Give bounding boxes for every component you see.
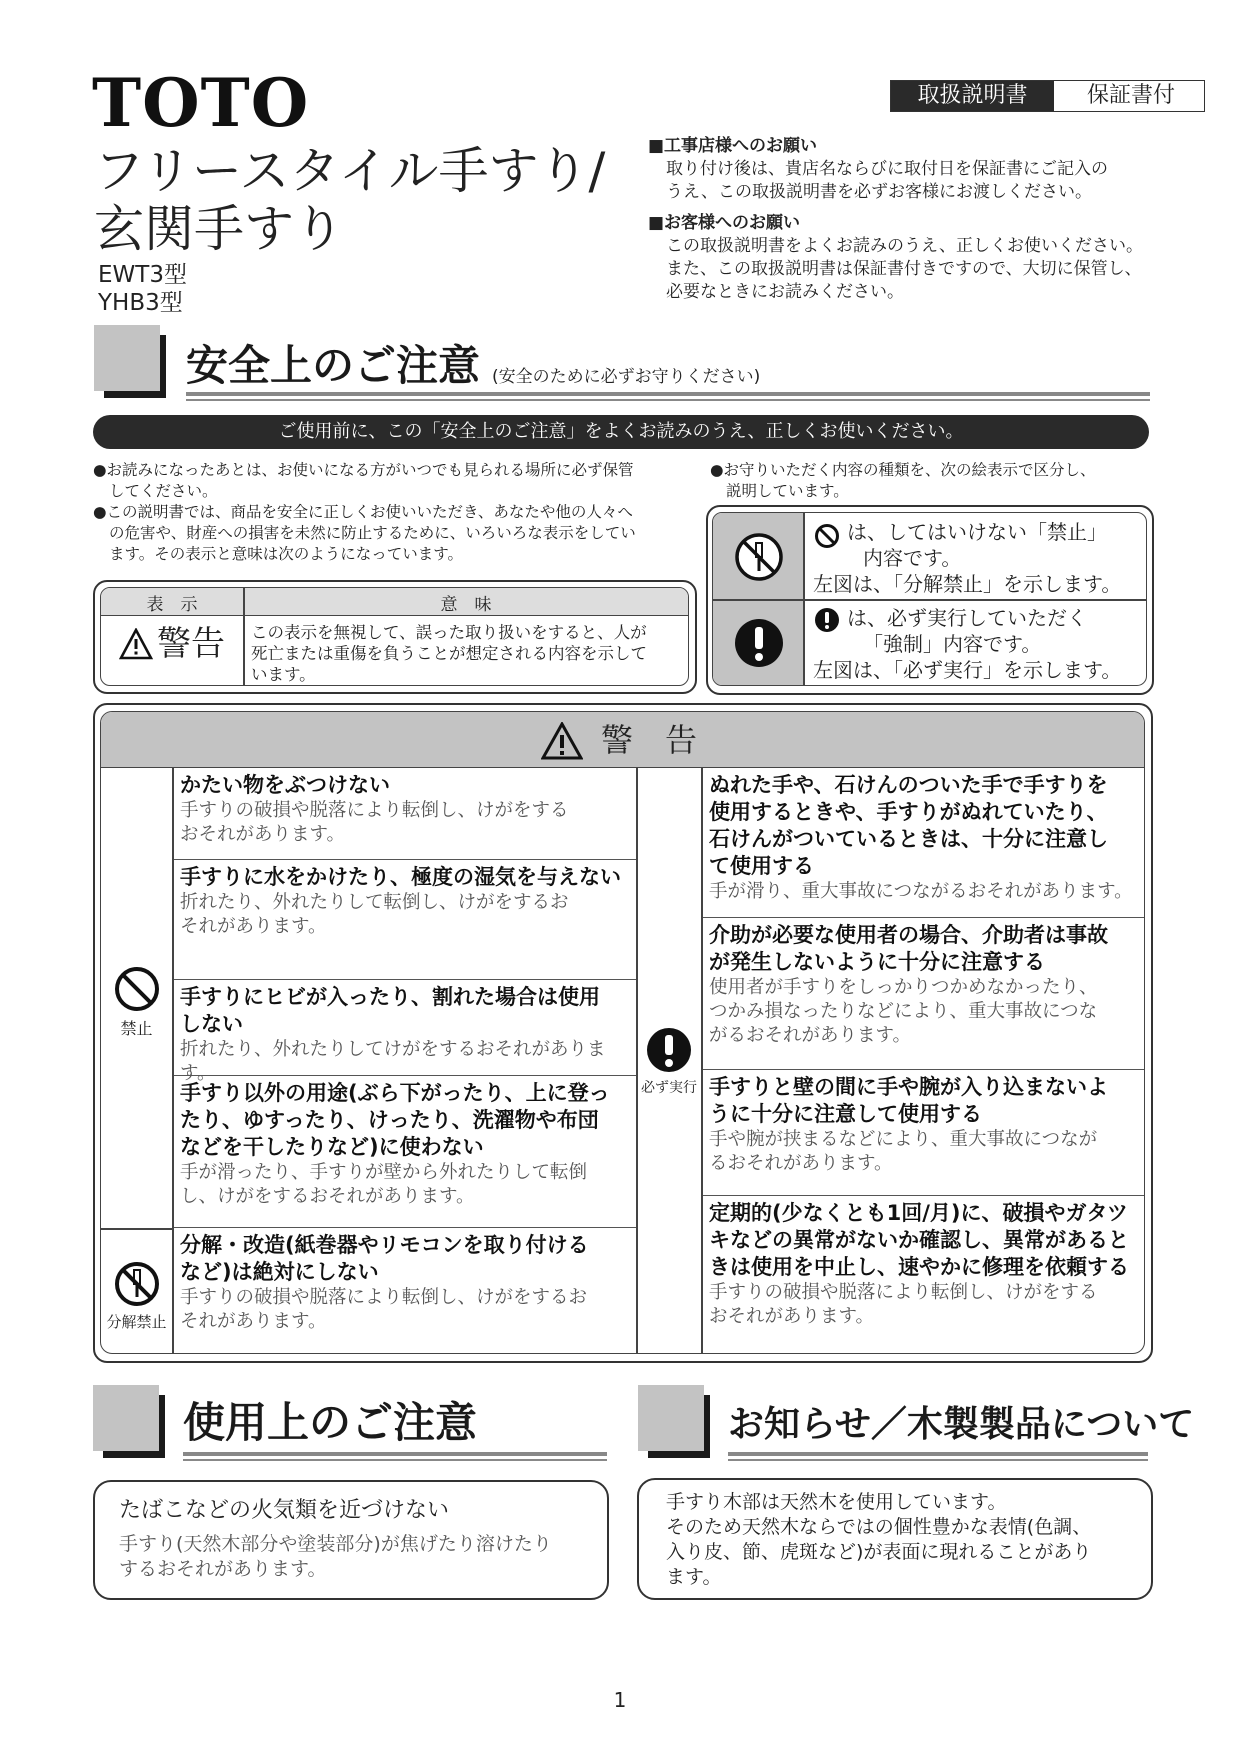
notice-line: 入り皮、節、虎斑など)が表面に現れることがあり xyxy=(666,1541,1092,1563)
prohibit-desc-line: は、してはいけない「禁止」 xyxy=(847,520,1107,544)
prohibit-desc-line: 左図は、「分解禁止」を示します。 xyxy=(813,572,1122,596)
warning-item-heading: 定期的(少なくとも1回/月)に、破損やガタツ xyxy=(709,1201,1128,1225)
warning-item-body: おそれがあります。 xyxy=(709,1306,875,1327)
tag-warranty: 保証書付 xyxy=(1054,81,1204,111)
usage-body-line: 手すり(天然木部分や塗装部分)が焦げたり溶けたり xyxy=(119,1533,552,1555)
warning-box xyxy=(93,703,1153,1363)
mandatory-label: 必ず実行 xyxy=(641,1080,697,1096)
warning-item-body: つかみ損なったりなどにより、重大事故につな xyxy=(709,1001,1098,1022)
mandatory-action-icon xyxy=(645,1026,693,1074)
warning-item-heading: キなどの異常がないか確認し、異常があると xyxy=(709,1228,1129,1252)
section-rule xyxy=(186,392,1150,396)
contractor-line: うえ、この取扱説明書を必ずお客様にお渡しください。 xyxy=(666,182,1093,202)
section-marker xyxy=(638,1385,704,1451)
warning-triangle-icon xyxy=(541,722,583,760)
brand-logo: TOTO xyxy=(92,64,310,142)
section-rule xyxy=(183,1452,607,1456)
warning-item-heading: ぬれた手や、石けんのついた手で手すりを xyxy=(709,773,1108,797)
warning-item-heading: て使用する xyxy=(709,854,814,878)
warning-heading: 警 告 xyxy=(601,721,698,759)
mandatory-desc-line: 「強制」内容です。 xyxy=(863,632,1042,656)
notice-title: お知らせ／木製製品について xyxy=(728,1404,1195,1445)
section-rule xyxy=(728,1459,1148,1461)
section-marker-shadow xyxy=(103,1451,165,1458)
note-line: ●お守りいただく内容の種類を、次の絵表示で区分し、 xyxy=(710,461,1096,479)
notice-line: そのため天然木ならではの個性豊かな表情(色調、 xyxy=(666,1516,1092,1538)
section-marker-shadow xyxy=(104,391,166,398)
document-type-tags xyxy=(890,80,1205,112)
note-line: ます。その表示と意味は次のようになっています。 xyxy=(109,545,464,563)
section-rule xyxy=(728,1452,1148,1456)
section-rule xyxy=(186,399,1150,401)
notice-body xyxy=(666,1490,1091,1590)
warning-item-body: 手すりの破損や脱落により転倒し、けがをするお xyxy=(180,1287,588,1308)
warning-item xyxy=(174,860,636,980)
note-line: ●この説明書では、商品を安全に正しくお使いいただき、あなたや他の人々へ xyxy=(93,503,633,521)
warning-item xyxy=(174,768,636,860)
read-before-use-banner: ご使用前に、この「安全上のご注意」をよくお読みのうえ、正しくお使いください。 xyxy=(93,415,1149,449)
warning-item-heading: 手すり以外の用途(ぶら下がったり、上に登っ xyxy=(180,1081,610,1105)
notice-line: 手すり木部は天然木を使用しています。 xyxy=(666,1491,1007,1513)
usage-box xyxy=(93,1480,609,1600)
warning-item xyxy=(174,980,636,1084)
warning-item-heading: 介助が必要な使用者の場合、介助者は事故 xyxy=(709,923,1108,947)
warning-triangle-icon xyxy=(119,628,153,660)
section-marker xyxy=(94,325,160,391)
warning-item-body: 折れたり、外れたりして転倒し、けがをするお xyxy=(180,892,569,913)
prohibit-icon xyxy=(814,523,840,549)
warning-item xyxy=(703,1070,1144,1196)
customer-line: また、この取扱説明書は保証書付きですので、大切に保管し、 xyxy=(666,259,1142,279)
warning-item-body: それがあります。 xyxy=(180,916,327,937)
table-header-display: 表 示 xyxy=(146,595,198,615)
prohibit-label: 禁止 xyxy=(120,1019,153,1038)
prohibit-icon xyxy=(113,965,161,1013)
product-title-line1: フリースタイル手すり/ xyxy=(94,142,606,200)
mandatory-action-icon xyxy=(733,617,785,669)
warning-item-body: るおそれがあります。 xyxy=(709,1153,893,1174)
warning-item-body: し、けがをするおそれがあります。 xyxy=(180,1186,475,1207)
warning-item-body: 使用者が手すりをしっかりつかめなかったり、 xyxy=(709,977,1098,998)
meaning-line: この表示を無視して、誤った取り扱いをすると、人が xyxy=(251,623,647,642)
mandatory-desc-line: 左図は、「必ず実行」を示します。 xyxy=(813,658,1122,682)
warning-item-heading: きは使用を中止し、速やかに修理を依頼する xyxy=(709,1255,1129,1279)
warning-item-heading: しない xyxy=(180,1012,243,1036)
product-title-line2: 玄関手すり xyxy=(94,200,344,258)
section-marker-shadow xyxy=(159,1395,165,1458)
symbol-legend xyxy=(706,505,1154,695)
safety-notes-right xyxy=(710,460,1150,502)
note-line: ●お読みになったあとは、お使いになる方がいつでも見られる場所に必ず保管 xyxy=(93,461,634,479)
section-marker xyxy=(93,1385,159,1451)
usage-title: 使用上のご注意 xyxy=(183,1398,478,1447)
warning-item-heading: たり、ゆすったり、けったり、洗濯物や布団 xyxy=(180,1108,599,1132)
warning-item-body: がるおそれがあります。 xyxy=(709,1025,912,1046)
customer-line: 必要なときにお読みください。 xyxy=(666,282,904,302)
warning-item-heading: 分解・改造(紙巻器やリモコンを取り付ける xyxy=(180,1233,589,1257)
note-line: してください。 xyxy=(109,482,218,500)
warning-item xyxy=(703,918,1144,1070)
table-header-meaning: 意 味 xyxy=(440,595,492,615)
warning-item-heading: かたい物をぶつけない xyxy=(180,773,390,797)
safety-subtitle: (安全のために必ずお守りください) xyxy=(492,367,761,387)
customer-request xyxy=(648,212,1143,304)
note-line: 説明しています。 xyxy=(726,482,849,500)
signal-word-table xyxy=(93,580,697,694)
table-signal-word: 警告 xyxy=(157,624,225,664)
customer-heading: ■お客様へのお願い xyxy=(648,213,801,233)
warning-item-heading: 手すりと壁の間に手や腕が入り込まないよ xyxy=(709,1075,1108,1099)
prohibit-desc-line: 内容です。 xyxy=(863,546,962,570)
warning-item-body: おそれがあります。 xyxy=(180,824,346,845)
notice-box xyxy=(637,1478,1153,1600)
warning-item-body: 手が滑り、重大事故につながるおそれがあります。 xyxy=(709,881,1133,902)
no-disassembly-icon xyxy=(733,531,785,583)
tag-manual: 取扱説明書 xyxy=(891,81,1054,111)
usage-heading: たばこなどの火気類を近づけない xyxy=(119,1498,450,1523)
usage-body xyxy=(119,1532,552,1582)
disassembly-label: 分解禁止 xyxy=(106,1313,167,1331)
warning-item-body: 手が滑ったり、手すりが壁から外れたりして転倒 xyxy=(180,1162,588,1183)
warning-item-heading: が発生しないように十分に注意する xyxy=(709,950,1045,974)
meaning-line: います。 xyxy=(251,665,316,684)
warning-item-heading: 手すりにヒビが入ったり、割れた場合は使用 xyxy=(180,985,600,1009)
warning-item xyxy=(174,1228,636,1353)
notice-line: ます。 xyxy=(666,1566,722,1588)
section-marker-shadow xyxy=(648,1451,710,1458)
mandatory-desc-line: は、必ず実行していただく xyxy=(847,606,1087,630)
contractor-line: 取り付け後は、貴店名ならびに取付日を保証書にご記入の xyxy=(666,159,1108,179)
section-rule xyxy=(183,1459,607,1461)
section-marker-shadow xyxy=(160,335,166,398)
warning-item-heading: うに十分に注意して使用する xyxy=(709,1102,982,1126)
safety-title: 安全上のご注意 xyxy=(186,341,481,390)
table-meaning-text xyxy=(251,622,685,685)
warning-item-heading: など)は絶対にしない xyxy=(180,1260,379,1284)
warning-item xyxy=(174,1076,636,1228)
warning-item-body: 手すりの破損や脱落により転倒し、けがをする xyxy=(180,800,569,821)
warning-item xyxy=(703,768,1144,918)
customer-line: この取扱説明書をよくお読みのうえ、正しくお使いください。 xyxy=(666,236,1144,256)
warning-item xyxy=(703,1196,1144,1353)
safety-notes-left xyxy=(93,460,693,565)
model-number-2: YHB3型 xyxy=(98,290,183,316)
warning-item-heading: 使用するときや、手すりがぬれていたり、 xyxy=(709,800,1108,824)
note-line: の危害や、財産への損害を未然に防止するために、いろいろな表示をしてい xyxy=(109,524,636,542)
no-disassembly-icon xyxy=(113,1260,161,1308)
model-number-1: EWT3型 xyxy=(98,262,187,288)
product-title xyxy=(94,142,605,258)
meaning-line: 死亡または重傷を負うことが想定される内容を示して xyxy=(251,644,647,663)
contractor-heading: ■工事店様へのお願い xyxy=(648,136,818,156)
warning-item-heading: などを干したりなど)に使わない xyxy=(180,1135,484,1159)
warning-item-heading: 石けんがついているときは、十分に注意し xyxy=(709,827,1108,851)
contractor-request xyxy=(648,135,1108,204)
warning-item-body: 手や腕が挟まるなどにより、重大事故につなが xyxy=(709,1129,1098,1150)
mandatory-small-icon xyxy=(814,607,840,633)
warning-item-heading: 手すりに水をかけたり、極度の湿気を与えない xyxy=(180,865,621,889)
warning-item-body: 折れたり、外れたりしてけがをするおそれがあります。 xyxy=(180,1039,606,1084)
section-marker-shadow xyxy=(704,1395,710,1458)
warning-item-body: それがあります。 xyxy=(180,1311,327,1332)
page-number: 1 xyxy=(613,1688,627,1712)
usage-body-line: するおそれがあります。 xyxy=(119,1558,327,1580)
warning-item-body: 手すりの破損や脱落により転倒し、けがをする xyxy=(709,1282,1098,1303)
